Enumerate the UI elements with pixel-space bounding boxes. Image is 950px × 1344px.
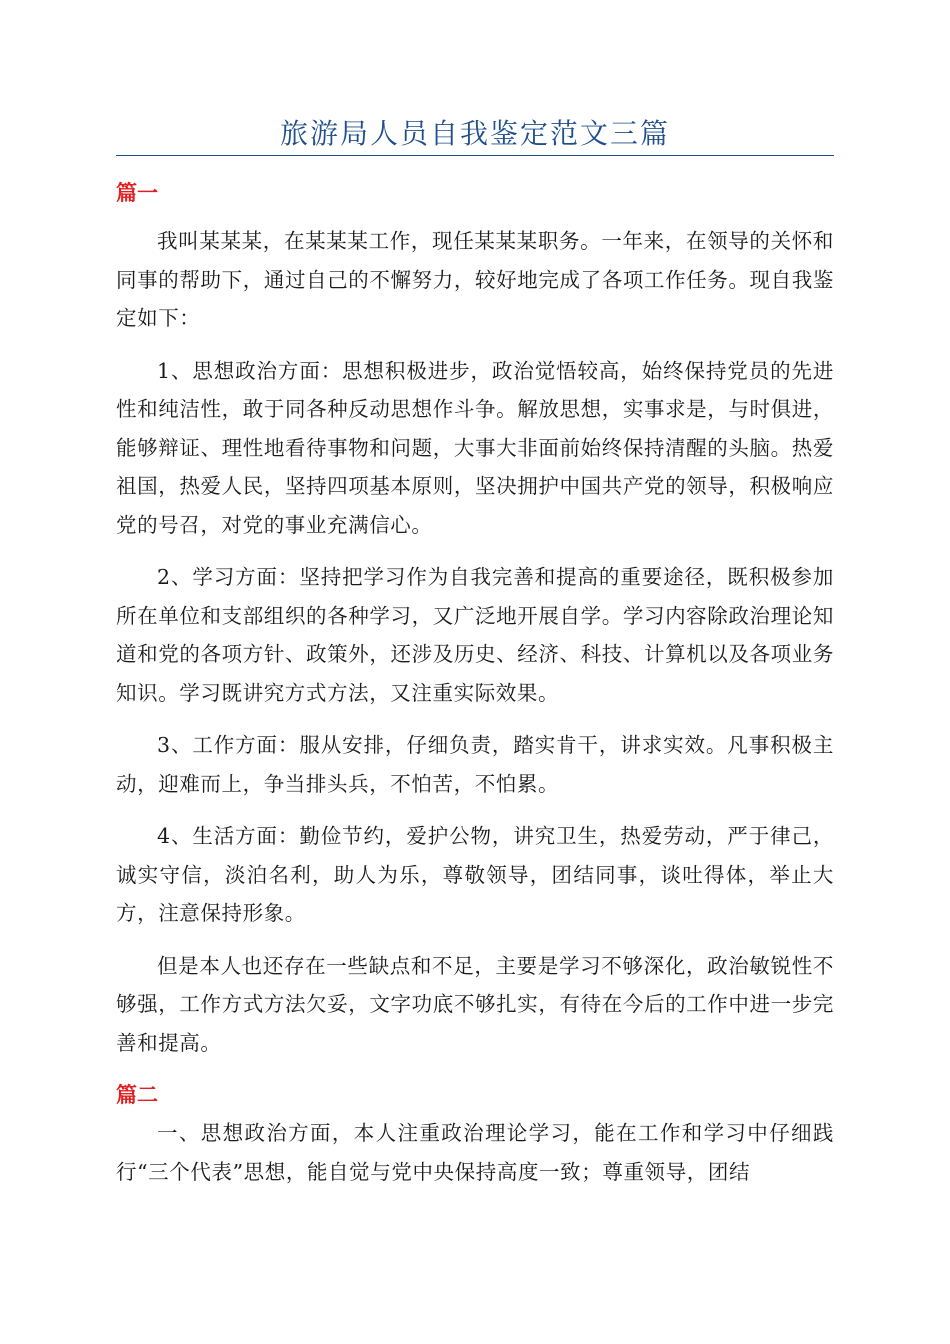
document-body [116,174,834,1191]
paragraph-work: 3、工作方面：服从安排，仔细负责，踏实肯干，讲求实效。凡事积极主动，迎难而上，争当排头兵，不怕苦，不怕累。 [116,733,834,796]
section-heading-2: 篇二 [116,1083,158,1107]
paragraph-shortcomings: 但是本人也还存在一些缺点和不足，主要是学习不够深化，政治敏锐性不够强，工作方式方法欠妥，文字功底不够扎实，有待在今后的工作中进一步完善和提高。 [116,953,834,1055]
section-heading-1: 篇一 [116,181,158,205]
paragraph-political: 1、思想政治方面：思想积极进步，政治觉悟较高，始终保持党员的先进性和纯洁性，敢于同各种反动思想作斗争。解放思想，实事求是，与时俱进，能够辩证、理性地看待事物和问题，大事大非面前始终保持清醒的头脑。热爱祖国，热爱人民，坚持四项基本原则，坚决拥护中国共产党的领导，积极响应党的号召，对党的事业充满信心。 [116,358,834,537]
paragraph-intro: 我叫某某某，在某某某工作，现任某某某职务。一年来，在领导的关怀和同事的帮助下，通过自己的不懈努力，较好地完成了各项工作任务。现自我鉴定如下： [116,229,834,330]
paragraph-life: 4、生活方面：勤俭节约，爱护公物，讲究卫生，热爱劳动，严于律己，诚实守信，淡泊名利，助人为乐，尊敬领导，团结同事，谈吐得体，举止大方，注意保持形象。 [116,824,834,925]
document-title: 旅游局人员自我鉴定范文三篇 [279,117,670,150]
paragraph-study: 2、学习方面：坚持把学习作为自我完善和提高的重要途径，既积极参加所在单位和支部组织的各种学习，又广泛地开展自学。学习内容除政治理论知道和党的各项方针、政策外，还涉及历史、经济、科技、计算机以及各项业务知识。学习既讲究方式方法，又注重实际效果。 [116,565,834,705]
title-underline [116,155,834,156]
paragraph-section2-political: 一、思想政治方面，本人注重政治理论学习，能在工作和学习中仔细践行“三个代表”思想，能自觉与党中央保持高度一致；尊重领导，团结 [116,1121,834,1184]
